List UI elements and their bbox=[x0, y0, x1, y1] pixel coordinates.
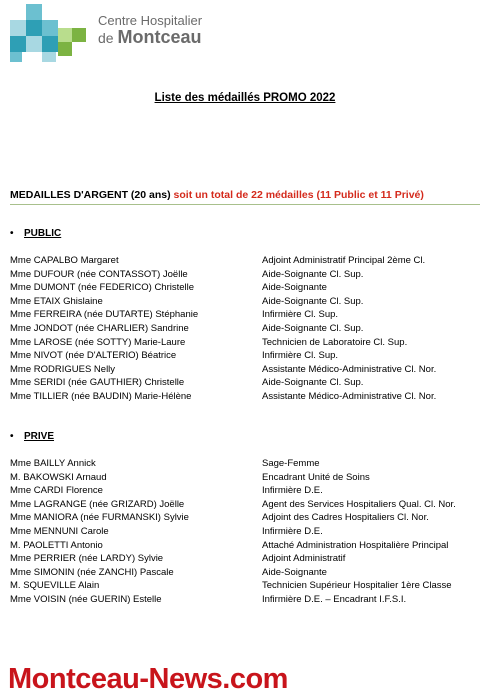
list-item bbox=[10, 322, 480, 336]
medalist-name: Mme MENNUNI Carole bbox=[10, 525, 109, 537]
medalist-function: Infirmière Cl. Sup. bbox=[262, 350, 339, 362]
medalist-name: Mme DUMONT (née FEDERICO) Christelle bbox=[10, 282, 195, 294]
medalist-function: Adjoint des Cadres Hospitaliers Cl. Nor. bbox=[262, 512, 429, 524]
medalist-function: Aide-Soignante Cl. Sup. bbox=[262, 295, 364, 307]
medalist-name: Mme NIVOT (née D'ALTERIO) Béatrice bbox=[10, 350, 177, 362]
list-item bbox=[10, 268, 480, 282]
medalist-name: M. BAKOWSKI Arnaud bbox=[10, 471, 107, 483]
prive-label: PRIVE bbox=[24, 431, 55, 442]
bullet-icon: • bbox=[10, 228, 14, 239]
section-heading-red: soit un total de 22 médailles (11 Public et 11 Privé) bbox=[173, 189, 424, 201]
medalist-function: Aide-Soignante Cl. Sup. bbox=[262, 268, 364, 280]
medalist-function: Encadrant Unité de Soins bbox=[262, 471, 370, 483]
medalist-name: Mme TILLIER (née BAUDIN) Marie-Hélène bbox=[10, 390, 192, 402]
site-watermark: Montceau-News.com bbox=[8, 663, 288, 695]
medalist-name: Mme CARDI Florence bbox=[10, 485, 103, 497]
medalist-name: Mme FERREIRA (née DUTARTE) Stéphanie bbox=[10, 309, 199, 321]
list-item bbox=[10, 471, 480, 485]
medalist-function: Attaché Administration Hospitalière Principal bbox=[262, 539, 449, 551]
list-item bbox=[10, 552, 480, 566]
medalist-function: Aide-Soignante Cl. Sup. bbox=[262, 377, 364, 389]
medalist-name: Mme JONDOT (née CHARLIER) Sandrine bbox=[10, 322, 189, 334]
medalist-name: Mme BAILLY Annick bbox=[10, 458, 96, 469]
list-item bbox=[10, 281, 480, 295]
medalist-name: Mme PERRIER (née LARDY) Sylvie bbox=[10, 553, 164, 565]
list-item bbox=[10, 484, 480, 498]
organization-name bbox=[98, 14, 202, 47]
list-item bbox=[10, 511, 480, 525]
list-item bbox=[10, 593, 480, 607]
medalist-function: Infirmière D.E. bbox=[262, 485, 323, 497]
section-heading bbox=[10, 189, 424, 201]
org-line2-prefix: de bbox=[98, 30, 114, 46]
medalist-function: Aide-Soignante bbox=[262, 282, 327, 294]
medalist-name: Mme ETAIX Ghislaine bbox=[10, 295, 103, 307]
list-item bbox=[10, 363, 480, 377]
org-line2 bbox=[98, 28, 202, 47]
medalist-function: Technicien de Laboratoire Cl. Sup. bbox=[262, 336, 408, 348]
medalist-name: Mme CAPALBO Margaret bbox=[10, 255, 119, 266]
bullet-icon: • bbox=[10, 431, 14, 442]
list-item bbox=[10, 376, 480, 390]
medalist-name: M. SQUEVILLE Alain bbox=[10, 580, 100, 592]
list-item bbox=[10, 457, 480, 471]
public-heading bbox=[10, 228, 61, 239]
medalist-name: Mme MANIORA (née FURMANSKI) Sylvie bbox=[10, 512, 189, 524]
medalist-name: Mme LAROSE (née SOTTY) Marie-Laure bbox=[10, 336, 186, 348]
medalist-name: Mme VOISIN (née GUERIN) Estelle bbox=[10, 593, 162, 605]
medalist-function: Infirmière D.E. – Encadrant I.F.S.I. bbox=[262, 593, 407, 605]
medalist-name: Mme LAGRANGE (née GRIZARD) Joëlle bbox=[10, 498, 185, 510]
public-list bbox=[10, 254, 480, 404]
prive-heading bbox=[10, 431, 54, 442]
medalist-function: Adjoint Administratif bbox=[262, 553, 346, 565]
list-item bbox=[10, 308, 480, 322]
medalist-function: Aide-Soignante bbox=[262, 566, 327, 578]
section-heading-black: MEDAILLES D'ARGENT (20 ans) bbox=[10, 189, 171, 201]
medalist-function: Assistante Médico-Administrative Cl. Nor. bbox=[262, 390, 437, 402]
medalist-function: Adjoint Administratif Principal 2ème Cl. bbox=[262, 255, 426, 266]
list-item bbox=[10, 566, 480, 580]
list-item bbox=[10, 295, 480, 309]
medalist-name: Mme RODRIGUES Nelly bbox=[10, 363, 116, 375]
list-item bbox=[10, 390, 480, 404]
prive-list bbox=[10, 457, 480, 607]
medalist-function: Aide-Soignante Cl. Sup. bbox=[262, 322, 364, 334]
medalist-name: Mme DUFOUR (née CONTASSOT) Joëlle bbox=[10, 268, 188, 280]
list-item bbox=[10, 349, 480, 363]
hospital-logo bbox=[10, 4, 92, 62]
medalist-name: Mme SERIDI (née GAUTHIER) Christelle bbox=[10, 377, 185, 389]
medalist-name: M. PAOLETTI Antonio bbox=[10, 539, 103, 551]
list-item bbox=[10, 539, 480, 553]
list-item bbox=[10, 498, 480, 512]
medalist-function: Assistante Médico-Administrative Cl. Nor. bbox=[262, 363, 437, 375]
medalist-name: Mme SIMONIN (née ZANCHI) Pascale bbox=[10, 566, 174, 578]
document-title: Liste des médaillés PROMO 2022 bbox=[154, 92, 336, 104]
medalist-function: Sage-Femme bbox=[262, 458, 320, 469]
medalist-function: Agent des Services Hospitaliers Qual. Cl. Nor. bbox=[262, 498, 456, 510]
org-line1: Centre Hospitalier bbox=[98, 13, 203, 28]
list-item bbox=[10, 525, 480, 539]
list-item bbox=[10, 254, 480, 268]
public-label: PUBLIC bbox=[24, 228, 62, 239]
medalist-function: Infirmière D.E. bbox=[262, 525, 323, 537]
list-item bbox=[10, 579, 480, 593]
medalist-function: Infirmière Cl. Sup. bbox=[262, 309, 339, 321]
section-rule bbox=[10, 204, 480, 205]
org-line2-name: Montceau bbox=[117, 27, 202, 47]
medalist-function: Technicien Supérieur Hospitalier 1ère Classe bbox=[262, 580, 452, 592]
list-item bbox=[10, 336, 480, 350]
